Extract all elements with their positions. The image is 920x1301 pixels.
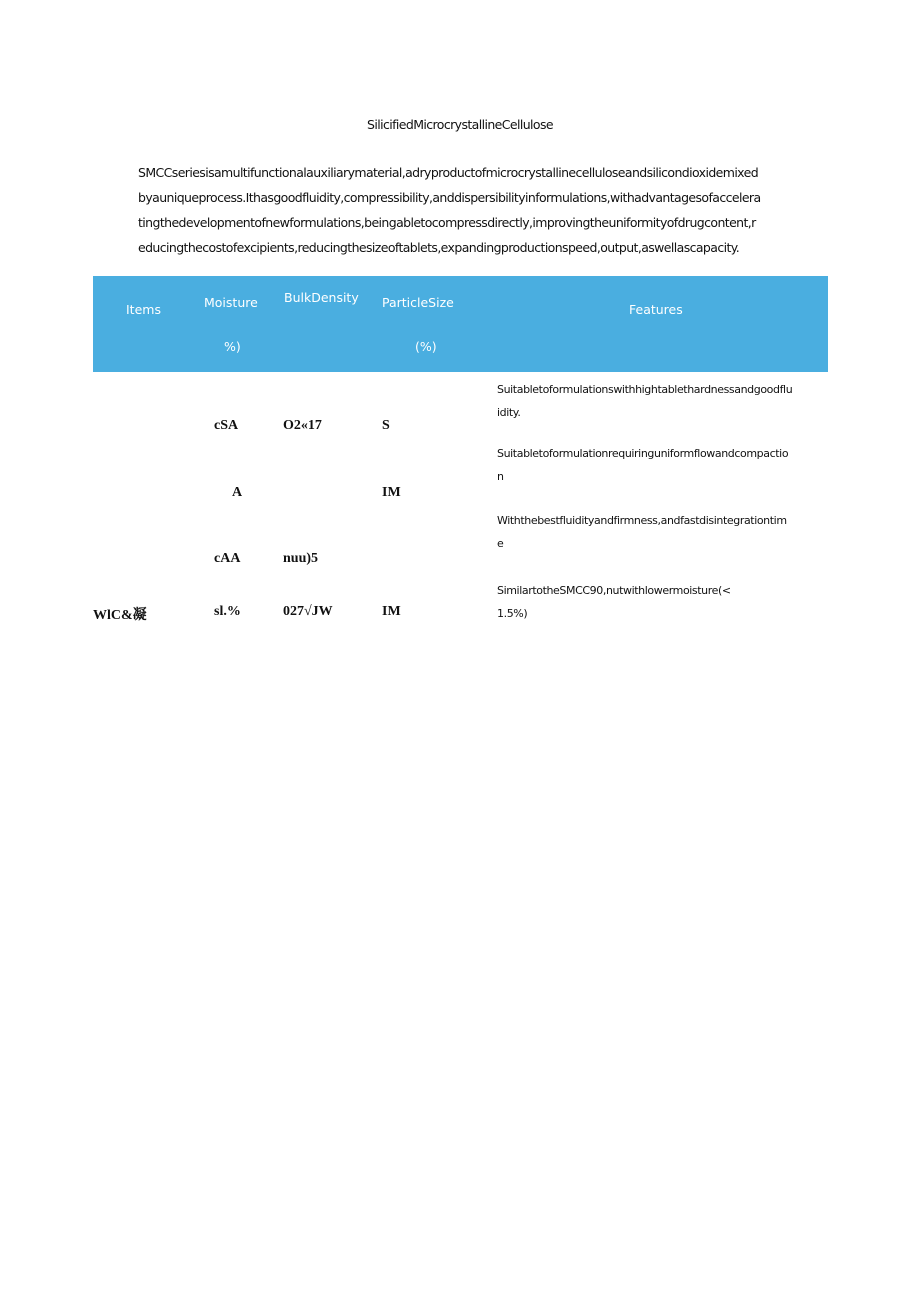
cell-row4-item: WlC&凝 (93, 608, 147, 623)
cell-row3-density: nuu)5 (283, 551, 319, 566)
feature-row1 (497, 378, 829, 424)
intro-line: tingthedevelopmentofnewformulations,beingabletocompressdirectly,improvingtheuniformityofdrugcontent,r (138, 215, 756, 230)
header-items: Items (126, 302, 161, 317)
header-particle-size: ParticleSize (382, 295, 454, 310)
cell-row2-moisture: A (232, 485, 243, 500)
header-moisture-unit: %) (224, 339, 241, 354)
feature-line: e (497, 537, 504, 550)
document-title: SilicifiedMicrocrystallineCellulose (367, 117, 553, 132)
cell-row1-density: O2«17 (283, 418, 322, 433)
feature-row4 (497, 579, 829, 625)
intro-line: educingthecostofexcipients,reducingthesizeoftablets,expandingproductionspeed,output,aswellascapacity. (138, 240, 740, 255)
intro-paragraph (138, 160, 828, 260)
header-bulk-density: BulkDensity (284, 290, 359, 305)
cell-row3-moisture: cAA (214, 551, 241, 566)
feature-line: idity. (497, 406, 521, 419)
feature-line: Suitabletoformulationswithhightablethardnessandgoodflu (497, 383, 793, 396)
header-moisture: Moisture (204, 295, 258, 310)
header-particle-unit: (%) (415, 339, 437, 354)
cell-row1-moisture: cSA (214, 418, 239, 433)
intro-line: SMCCseriesisamultifunctionalauxiliarymaterial,adryproductofmicrocrystallinecelluloseandsilicondioxidemixed (138, 165, 759, 180)
feature-line: 1.5%) (497, 607, 528, 620)
feature-line: SimilartotheSMCC90,nutwithlowermoisture(< (497, 584, 731, 597)
feature-line: Suitabletoformulationrequiringuniformflowandcompactio (497, 447, 789, 460)
feature-line: n (497, 470, 504, 483)
feature-row2 (497, 442, 829, 488)
feature-row3 (497, 509, 829, 555)
table-header (93, 276, 828, 372)
feature-line: Withthebestfluidityandfirmness,andfastdisintegrationtim (497, 514, 787, 527)
cell-row4-particle: IM (382, 604, 401, 619)
cell-row2-particle: IM (382, 485, 401, 500)
cell-row4-moisture: sl.% (214, 604, 241, 619)
cell-row1-particle: S (382, 418, 390, 433)
header-features: Features (629, 302, 683, 317)
cell-row4-density: 027√JW (283, 604, 333, 619)
intro-line: byauniqueprocess.Ithasgoodfluidity,compressibility,anddispersibilityinformulations,withadvantagesofaccelera (138, 190, 761, 205)
